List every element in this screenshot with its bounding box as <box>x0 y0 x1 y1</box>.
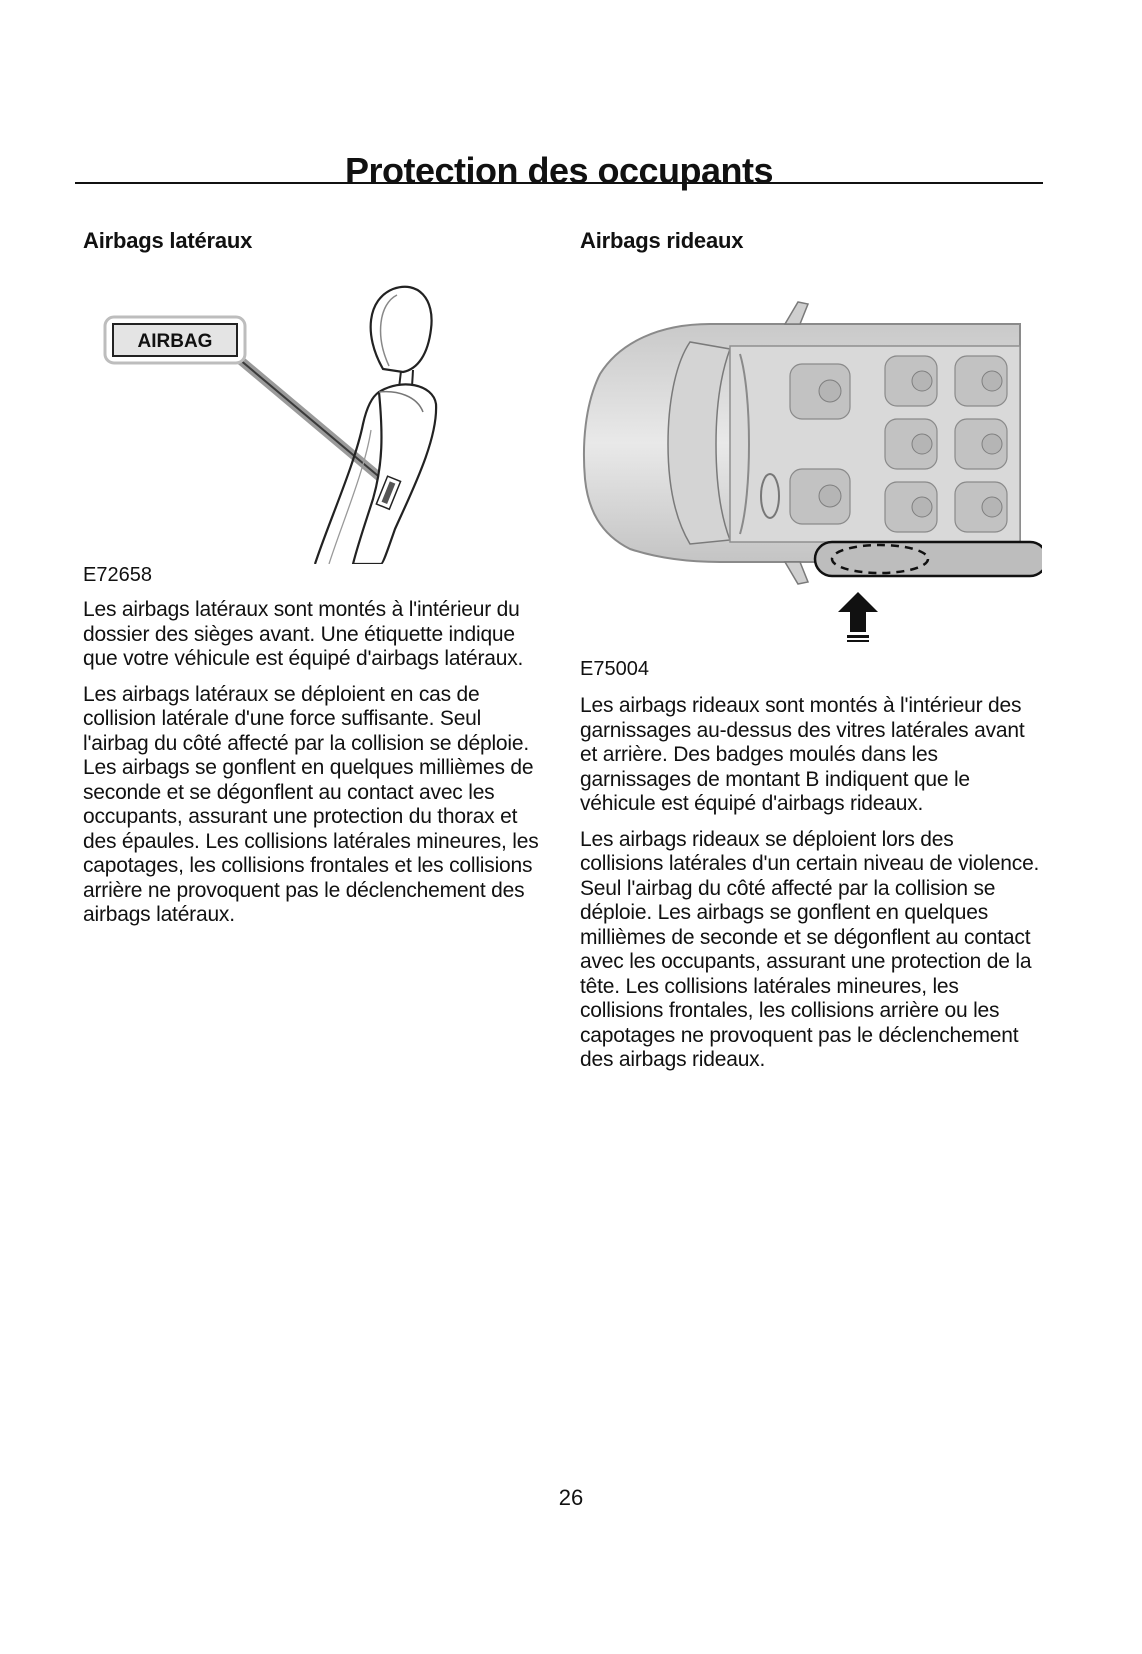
label-leader-line-inner <box>233 354 383 480</box>
car-mirror-bottom <box>785 562 808 584</box>
car-top-view-illustration <box>580 294 1042 644</box>
section-heading-curtain-airbags: Airbags rideaux <box>580 228 744 253</box>
side-airbag-figure <box>83 274 545 590</box>
left-column <box>83 228 545 939</box>
section-heading-side-airbags: Airbags latéraux <box>83 228 253 253</box>
car-mirror-top <box>785 302 808 324</box>
direction-arrow-icon <box>838 592 878 642</box>
side-airbag-paragraph-1: Les airbags latéraux sont montés à l'intérieur du dossier des sièges avant. Une étiquette indique que votre véhicule est équipé d'airbags latéraux. <box>83 598 524 670</box>
curtain-airbag-paragraph-2: Les airbags rideaux se déploient lors des collisions latérales d'un certain niveau de violence. Seul l'airbag du côté affecté par la collision se déploie. Les airbags se gonflent en quelques millièmes de seconde et se dégonflent au contact avec les occupants, assurant une protection de la tête. Les collisions latérales mineures, les collisions frontales, les collisions arrière ou les capotages ne provoquent pas le déclenchement des airbags rideaux. <box>580 827 1040 1071</box>
curtain-airbag-paragraph-1: Les airbags rideaux sont montés à l'intérieur des garnissages au-dessus des vitres latérales avant et arrière. Des badges moulés dans les garnissages de montant B indiquent que le véhicule est équipé d'airbags rideaux. <box>580 694 1025 815</box>
airbag-label-text: AIRBAG <box>137 331 213 352</box>
page-title: Protection des occupants <box>344 150 774 192</box>
figure-code-e72658: E72658 <box>83 564 152 586</box>
seat-illustration <box>83 274 545 564</box>
curtain-airbag-figure <box>580 294 1042 692</box>
figure-code-e75004: E75004 <box>580 658 649 680</box>
page-number: 26 <box>558 1485 584 1510</box>
side-airbag-paragraph-2: Les airbags latéraux se déploient en cas de collision latérale d'une force suffisante. Seul l'airbag du côté affecté par la collision se déploie. Les airbags se gonflent en quelques millièmes de seconde et se dégonflent au contact avec les occupants, assurant une protection du thorax et des épaules. Les collisions latérales mineures, les capotages, les collisions frontales et les collisions arrière ne provoquent pas le déclenchement des airbags latéraux. <box>83 682 539 926</box>
title-rule <box>75 182 1043 184</box>
right-column <box>580 228 1042 1084</box>
